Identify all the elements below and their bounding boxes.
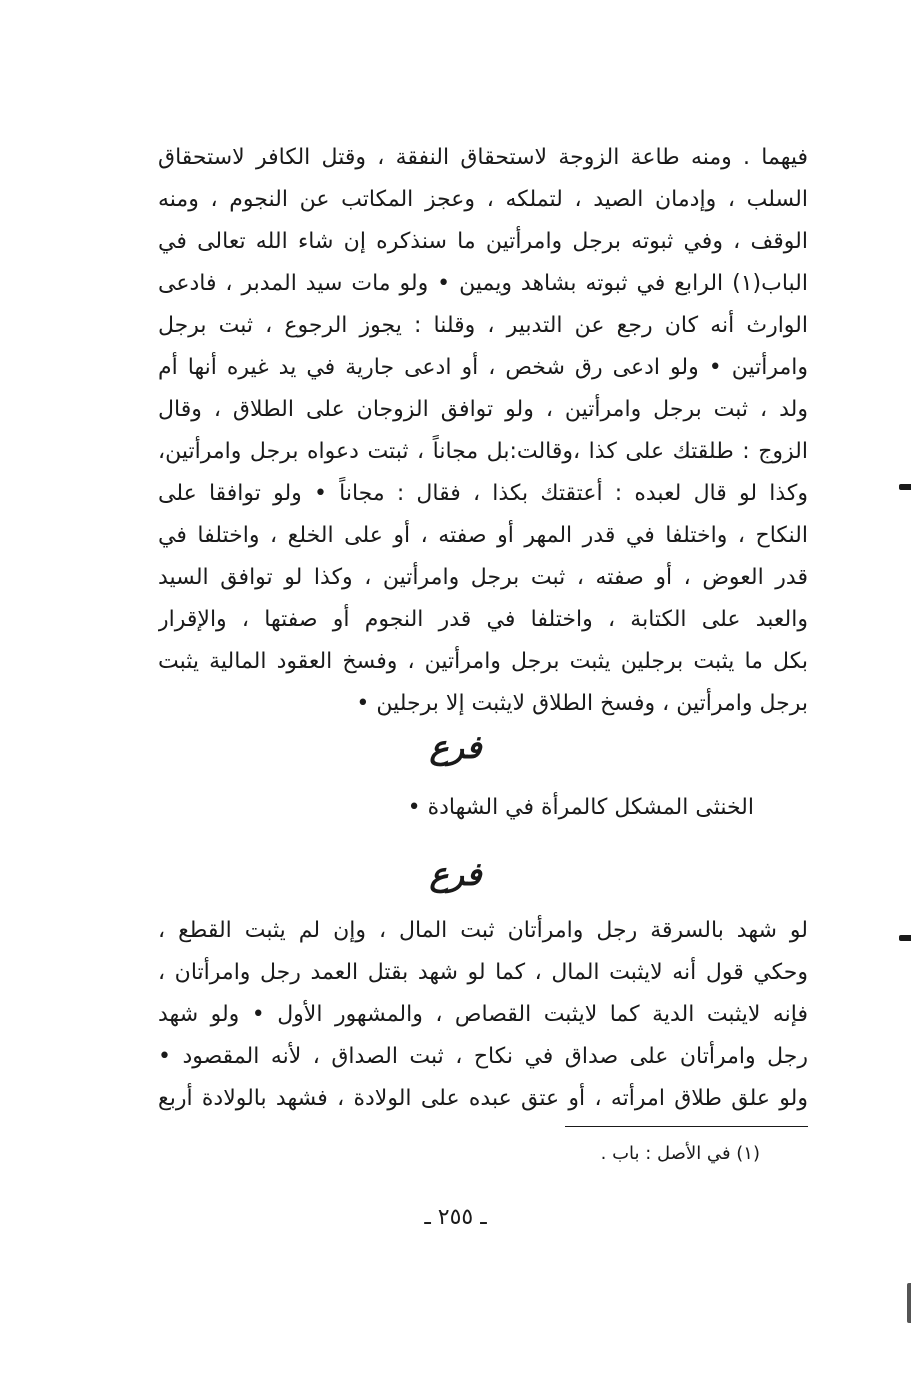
section-heading-far: فرع <box>429 728 482 766</box>
scan-edge-mark <box>907 1283 911 1323</box>
text-line: وامرأتين • ولو ادعى رق شخص ، أو ادعى جارية في يد غيره أنها أم <box>158 355 808 380</box>
text-line: فإنه لايثبت الدية كما لايثبت القصاص ، والمشهور الأول • ولو شهد <box>158 1002 808 1027</box>
text-line: رجل وامرأتان على صداق في نكاح ، ثبت الصداق ، لأنه المقصود • <box>158 1044 808 1069</box>
margin-mark <box>899 484 911 490</box>
text-line: الباب(١) الرابع في ثبوته بشاهد ويمين • ولو مات سيد المدبر ، فادعى <box>158 271 808 296</box>
page-number: ـ ٢٥٥ ـ <box>424 1205 487 1230</box>
text-line: الوقف ، وفي ثبوته برجل وامرأتين ما سنذكره إن شاء الله تعالى في <box>158 229 808 254</box>
text-line: النكاح ، واختلفا في قدر المهر أو صفته ، أو على الخلع ، واختلفا في <box>158 523 808 548</box>
footnote-divider <box>565 1126 808 1127</box>
text-line: الزوج : طلقتك على كذا ،وقالت:بل مجاناً ، ثبتت دعواه برجل وامرأتين، <box>158 439 808 464</box>
section-heading-far: فرع <box>429 855 482 893</box>
text-line: وحكي قول أنه لايثبت المال ، كما لو شهد بقتل العمد رجل وامرأتان ، <box>158 960 808 985</box>
second-paragraph <box>158 910 808 1120</box>
text-line: ولد ، ثبت برجل وامرأتين ، ولو توافق الزوجان على الطلاق ، وقال <box>158 397 808 422</box>
text-line: وكذا لو قال لعبده : أعتقتك بكذا ، فقال : مجاناً • ولو توافقا على <box>158 481 808 506</box>
text-line: السلب ، وإدمان الصيد ، لتملكه ، وعجز المكاتب عن النجوم ، ومنه <box>158 187 808 212</box>
text-line: ولو علق طلاق امرأته ، أو عتق عبده على الولادة ، فشهد بالولادة أربع <box>158 1086 808 1111</box>
footnote: (١) في الأصل : باب . <box>600 1143 760 1164</box>
khuntha-ruling-line: الخنثى المشكل كالمرأة في الشهادة • <box>407 795 754 820</box>
main-paragraph <box>158 137 808 725</box>
text-line: قدر العوض ، أو صفته ، ثبت برجل وامرأتين ، وكذا لو توافق السيد <box>158 565 808 590</box>
text-line: برجل وامرأتين ، وفسخ الطلاق لايثبت إلا برجلين • <box>356 691 808 716</box>
text-line: فيهما . ومنه طاعة الزوجة لاستحقاق النفقة ، وقتل الكافر لاستحقاق <box>158 145 808 170</box>
text-line: لو شهد بالسرقة رجل وامرأتان ثبت المال ، وإن لم يثبت القطع ، <box>158 918 808 943</box>
text-line: والعبد على الكتابة ، واختلفا في قدر النجوم أو صفتها ، والإقرار <box>158 607 808 632</box>
margin-mark <box>899 935 911 941</box>
text-line: الوارث أنه كان رجع عن التدبير ، وقلنا : يجوز الرجوع ، ثبت برجل <box>158 313 808 338</box>
text-line: بكل ما يثبت برجلين يثبت برجل وامرأتين ، وفسخ العقود المالية يثبت <box>158 649 808 674</box>
